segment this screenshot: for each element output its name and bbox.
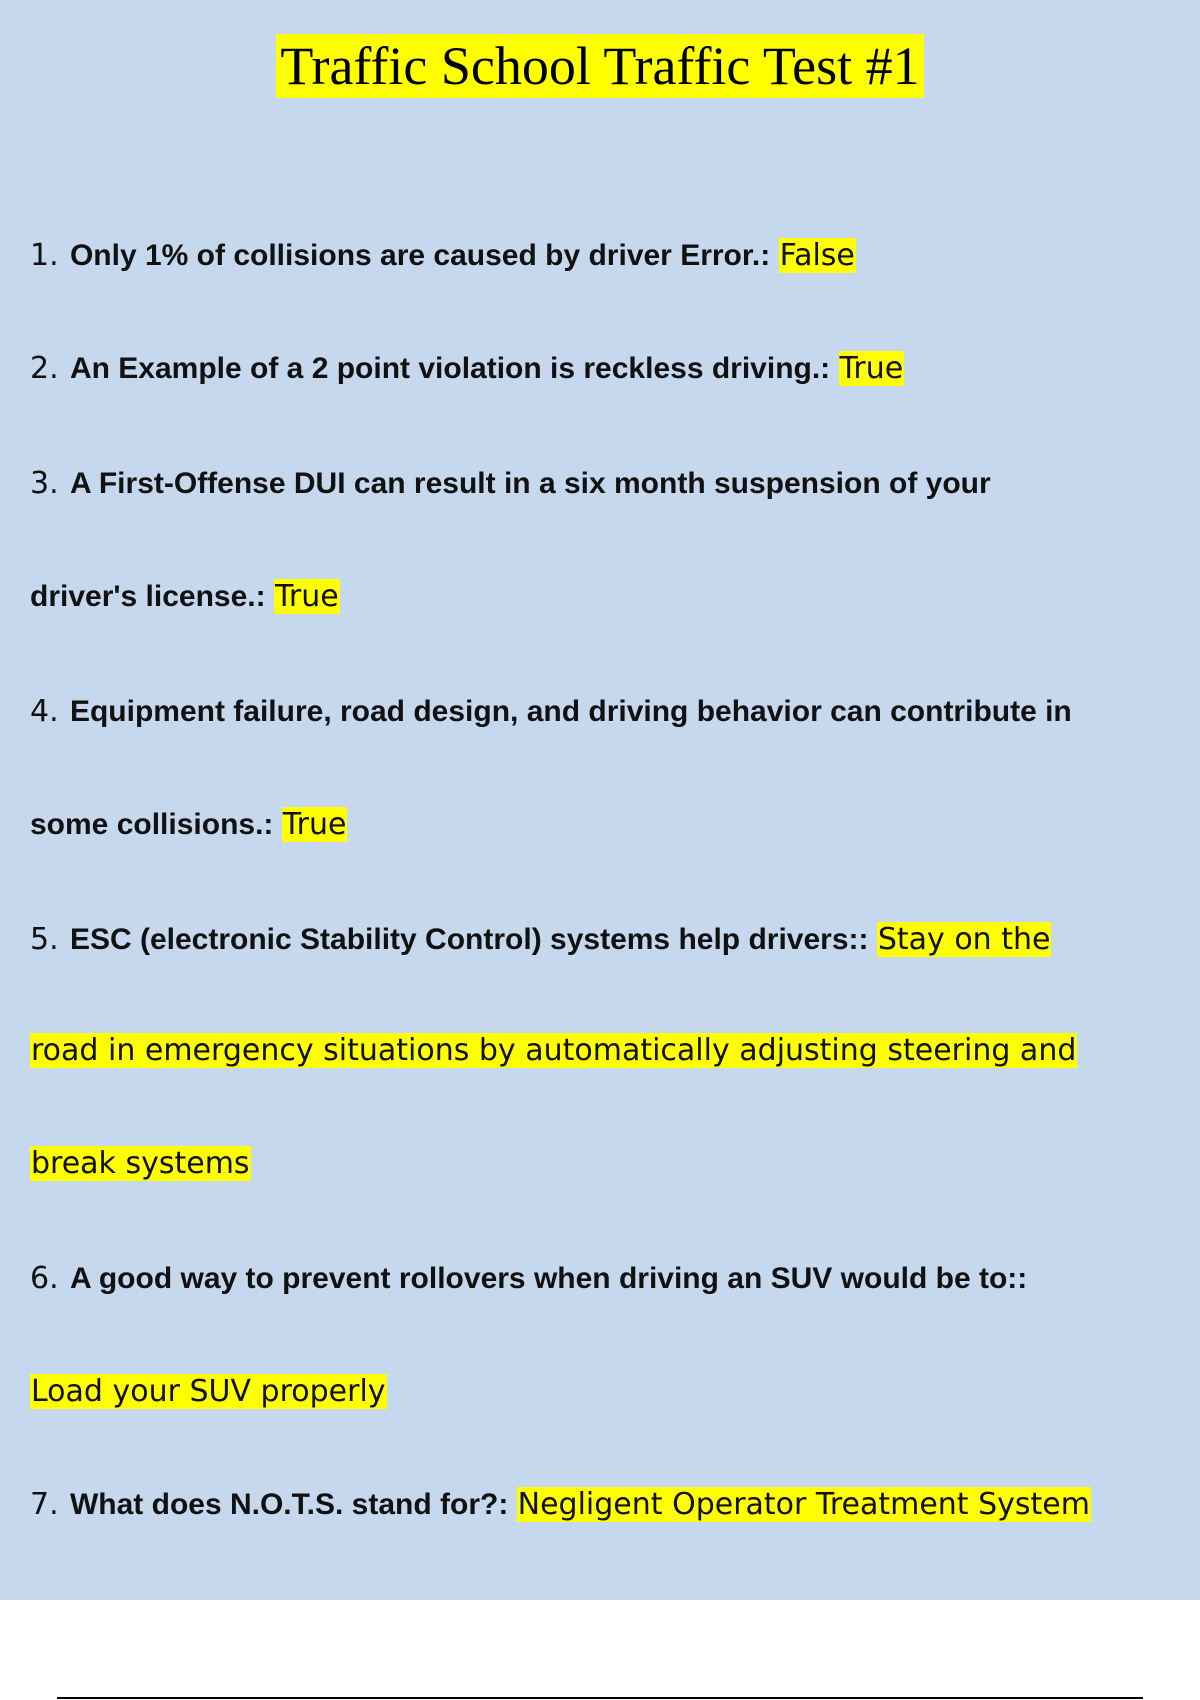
answer-highlight: True — [274, 579, 339, 614]
question-1 — [30, 236, 1180, 276]
answer-highlight: road in emergency situations by automatically adjusting steering and — [31, 1033, 1077, 1068]
answer-highlight: Negligent Operator Treatment System — [517, 1487, 1090, 1522]
question-7 — [30, 1485, 1180, 1525]
question-text: some collisions.: — [30, 808, 274, 841]
question-4-continued — [30, 805, 1180, 845]
question-5-answer-continued — [30, 1031, 1180, 1071]
question-3 — [30, 464, 1180, 504]
question-number: 5. — [30, 922, 59, 957]
question-text: Equipment failure, road design, and driving behavior can contribute in — [69, 695, 1072, 728]
question-6-answer — [30, 1372, 1180, 1412]
answer-highlight: True — [282, 807, 347, 842]
question-number: 1. — [30, 238, 59, 273]
question-3-continued — [30, 577, 1180, 617]
question-text: driver's license.: — [30, 580, 266, 613]
answer-highlight: False — [779, 238, 855, 273]
question-number: 3. — [30, 466, 59, 501]
title-container — [0, 34, 1200, 98]
question-text: A good way to prevent rollovers when driving an SUV would be to:: — [69, 1262, 1028, 1295]
answer-highlight: Stay on the — [877, 922, 1051, 957]
question-number: 4. — [30, 694, 59, 729]
answer-highlight: break systems — [31, 1146, 250, 1181]
footer-divider — [57, 1697, 1143, 1699]
answer-highlight: True — [839, 351, 904, 386]
question-text: An Example of a 2 point violation is reckless driving.: — [69, 352, 831, 385]
question-text: Only 1% of collisions are caused by driver Error.: — [69, 239, 771, 272]
question-number: 2. — [30, 351, 59, 386]
answer-highlight: Load your SUV properly — [31, 1374, 386, 1409]
question-4 — [30, 692, 1180, 732]
question-5 — [30, 920, 1180, 960]
document-title: Traffic School Traffic Test #1 — [276, 34, 923, 98]
question-5-answer-end — [30, 1144, 1180, 1184]
question-2 — [30, 349, 1180, 389]
question-6 — [30, 1259, 1180, 1299]
question-text: ESC (electronic Stability Control) systems help drivers:: — [69, 923, 869, 956]
question-number: 7. — [30, 1487, 59, 1522]
question-text: What does N.O.T.S. stand for?: — [69, 1488, 509, 1521]
question-text: A First-Offense DUI can result in a six month suspension of your — [69, 467, 991, 500]
question-number: 6. — [30, 1261, 59, 1296]
